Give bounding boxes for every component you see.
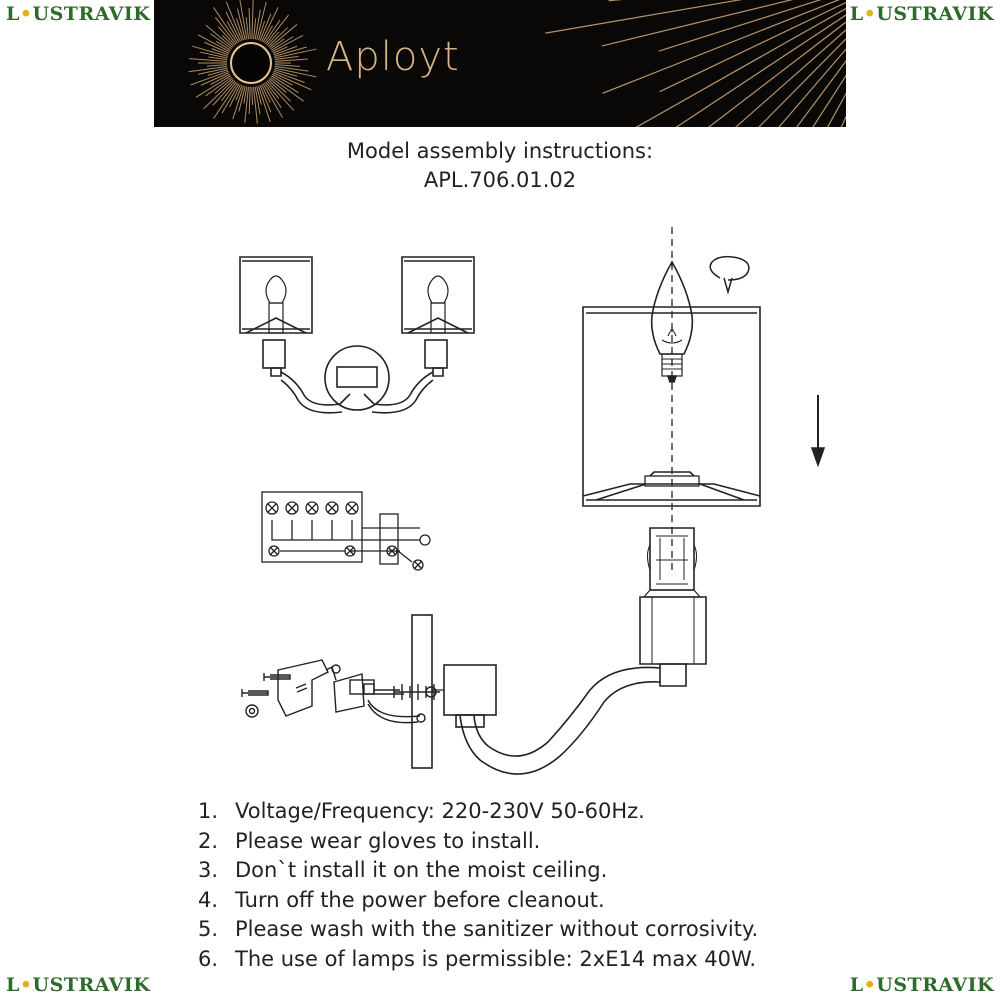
watermark-top-right: L•USTRAVIK bbox=[849, 3, 994, 25]
model-number: APL.706.01.02 bbox=[423, 168, 577, 192]
sconce-overview bbox=[240, 257, 474, 413]
list-item: 6. The use of lamps is permissible: 2xE14 max 40W. bbox=[198, 946, 757, 971]
watermark-bottom-right: L•USTRAVIK bbox=[849, 974, 994, 996]
list-item: 1. Voltage/Frequency: 220-230V 50-60Hz. bbox=[198, 799, 645, 823]
list-item: 4. Turn off the power before cleanout. bbox=[198, 887, 605, 912]
list-item: 2. Please wear gloves to install. bbox=[198, 828, 541, 853]
mounting-hardware bbox=[242, 660, 440, 723]
page-title bbox=[0, 137, 1000, 195]
watermark-bottom-left: L•USTRAVIK bbox=[6, 974, 151, 996]
title-line-1: Model assembly instructions: bbox=[346, 139, 654, 163]
list-item: 5. Please wash with the sanitizer without corrosivity. bbox=[198, 917, 759, 941]
list-item: 3. Don`t install it on the moist ceiling. bbox=[198, 858, 608, 882]
wiring-diagram bbox=[262, 492, 430, 570]
brand-banner bbox=[154, 0, 846, 127]
brand-logo: Aployt bbox=[326, 34, 460, 80]
assembly-drawing bbox=[0, 200, 1000, 790]
instruction-list bbox=[198, 797, 758, 974]
sunburst-graphic bbox=[154, 0, 846, 127]
watermark-top-left: L•USTRAVIK bbox=[6, 3, 151, 25]
